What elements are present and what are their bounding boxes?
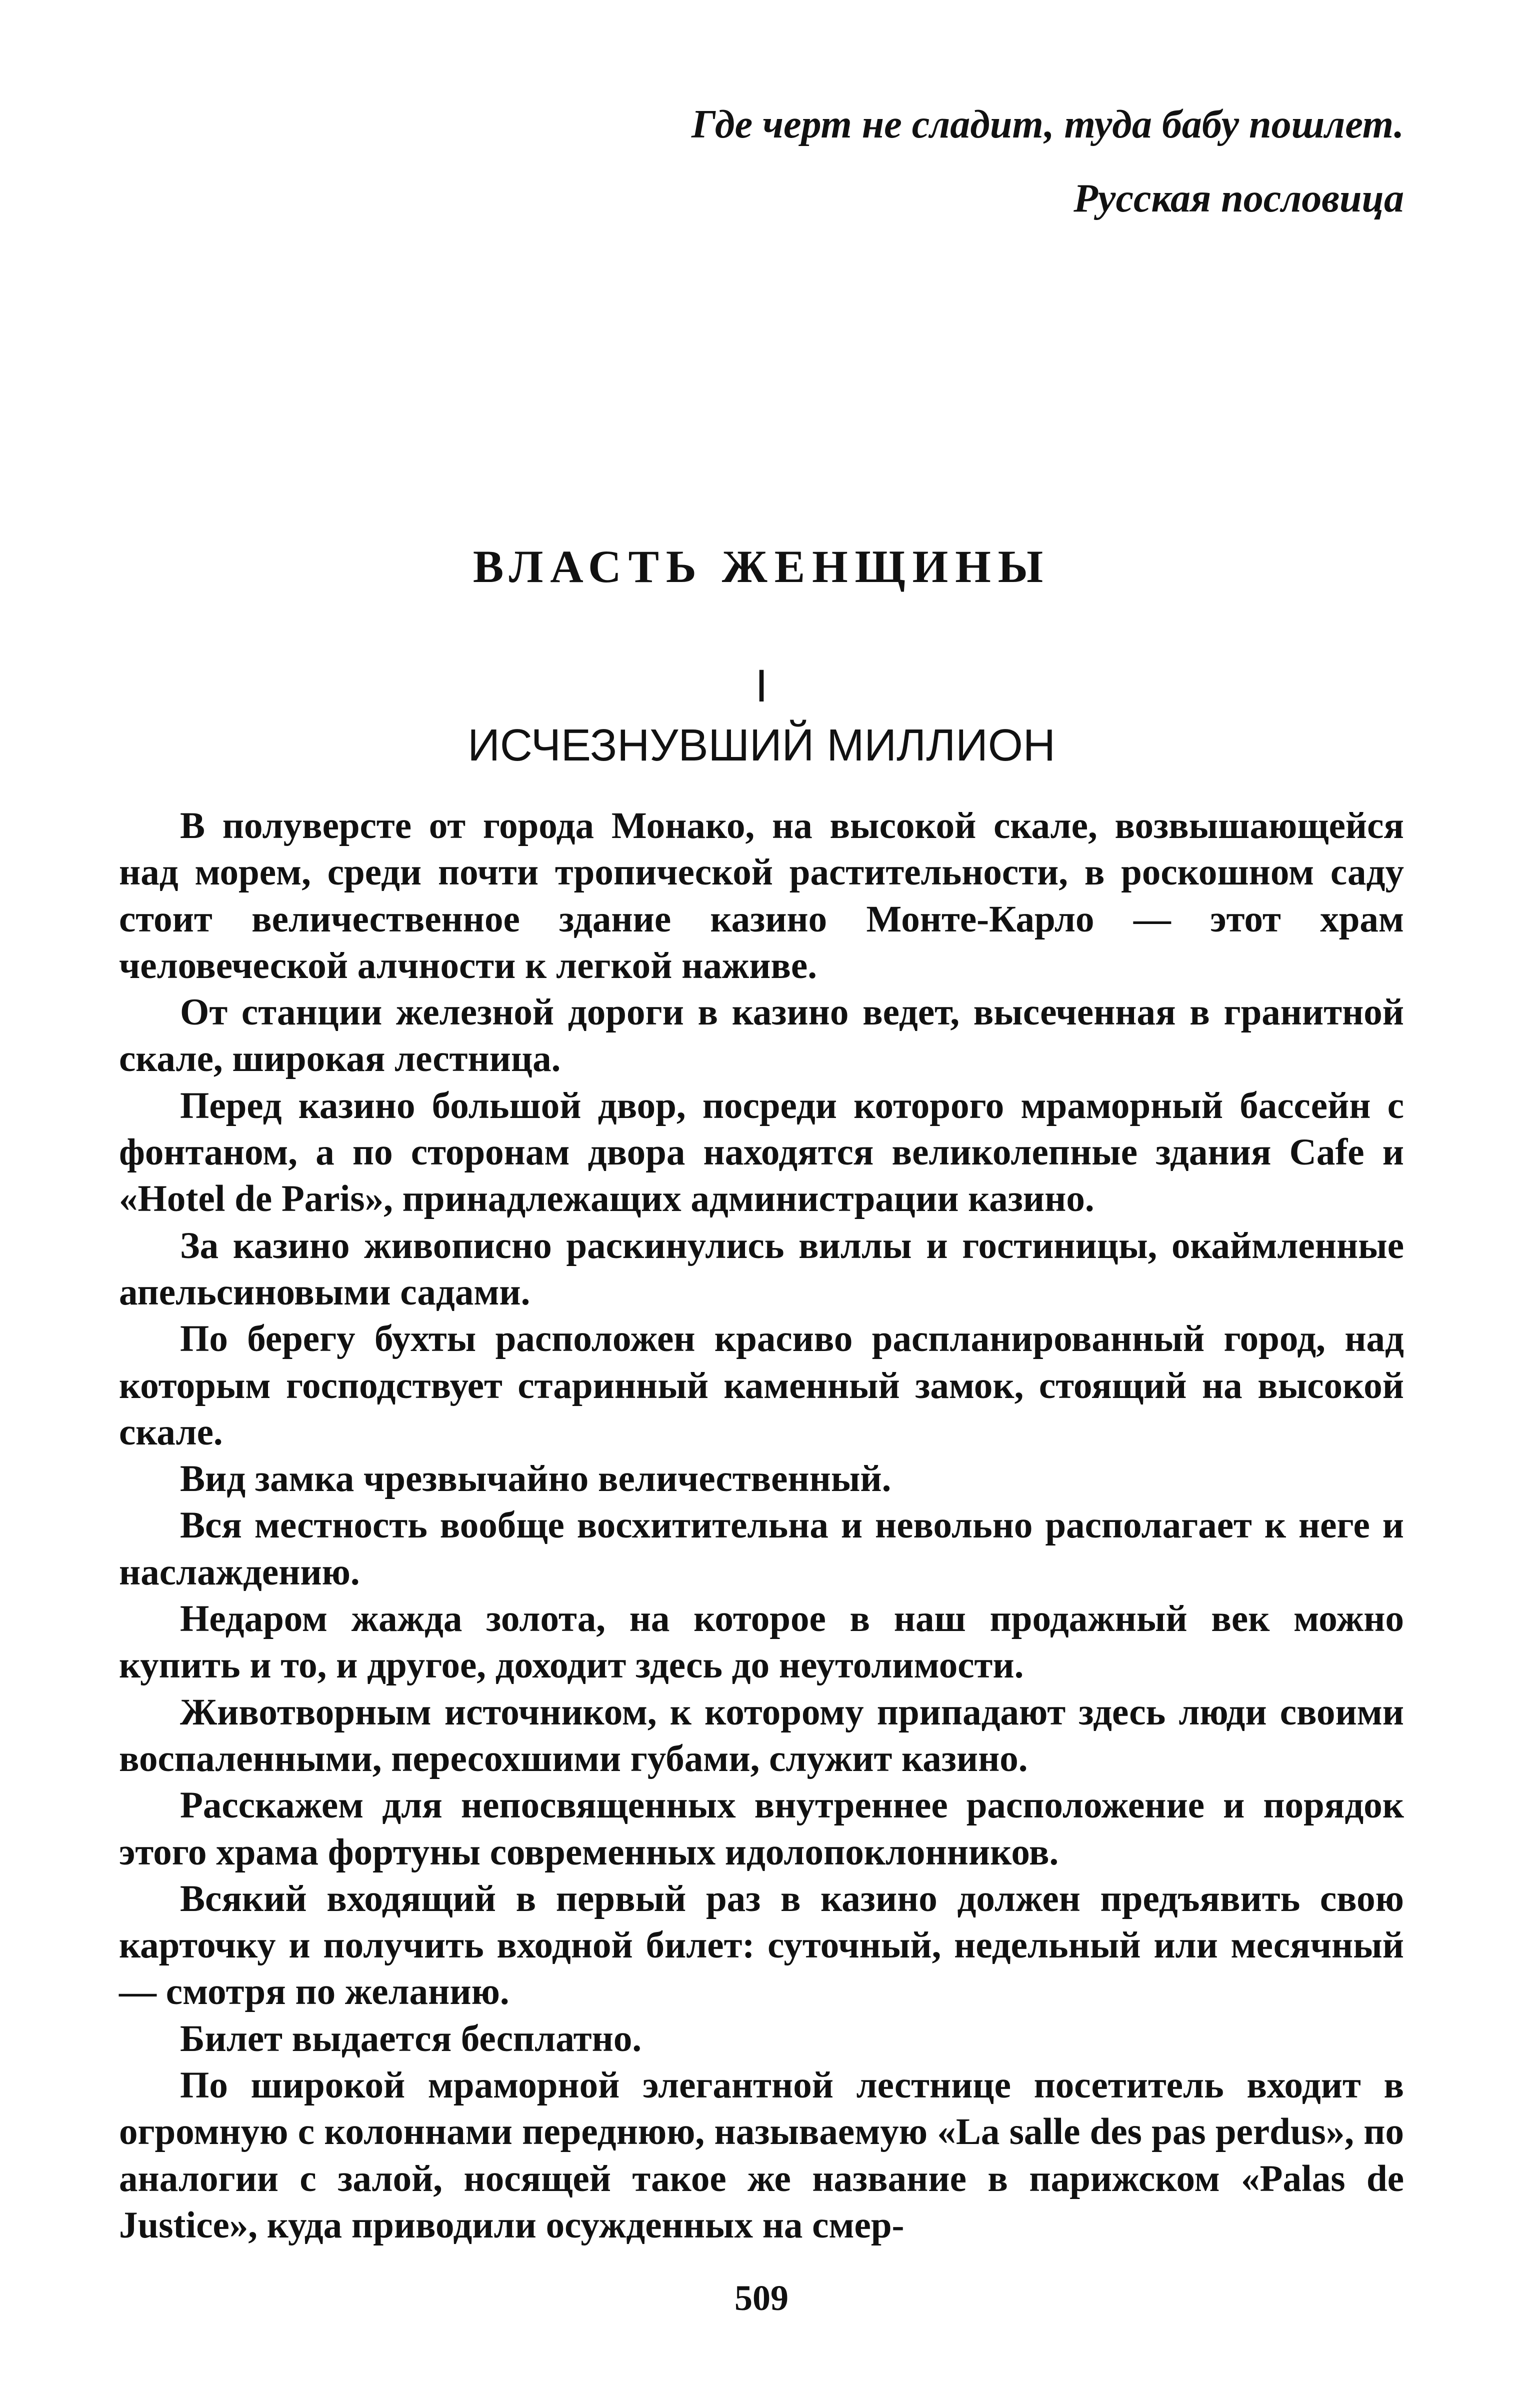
- paragraph: Расскажем для непосвященных внутреннее расположение и порядок этого храма фортуны современных идолопоклонников.: [119, 1784, 1404, 1873]
- paragraph: Вид замка чрезвычайно величественный.: [180, 1458, 892, 1500]
- body-text: [119, 802, 1404, 2248]
- chapter-title: ИСЧЕЗНУВШИЙ МИЛЛИОН: [468, 720, 1056, 770]
- paragraph: Животворным источником, к которому припадают здесь люди своими воспаленными, пересохшими губами, служит казино.: [119, 1691, 1404, 1780]
- paragraph: Билет выдается бесплатно.: [180, 2018, 642, 2060]
- chapter-number: I: [755, 660, 768, 712]
- paragraph: Вся местность вообще восхитительна и невольно располагает к неге и наслаждению.: [119, 1504, 1404, 1593]
- paragraph: По берегу бухты расположен красиво распланированный город, над которым господствует старинный каменный замок, стоящий на высокой скале.: [119, 1318, 1404, 1453]
- page-number: 509: [734, 2278, 788, 2318]
- paragraph: За казино живописно раскинулись виллы и гостиницы, окаймленные апельсиновыми садами.: [119, 1224, 1404, 1313]
- epigraph: [692, 88, 1404, 236]
- paragraph: Перед казино большой двор, посреди которого мраморный бассейн с фонтаном, а по сторонам двора находятся великолепные здания Cafe и «Hotel de Paris», принадлежащих администрации казино.: [119, 1084, 1404, 1220]
- paragraph: От станции железной дороги в казино ведет, высеченная в гранитной скале, широкая лестница.: [119, 992, 1404, 1080]
- epigraph-source: Русская пословица: [1074, 176, 1404, 220]
- paragraph: По широкой мраморной элегантной лестнице посетитель входит в огромную с колоннами переднюю, называемую «La salle des pas perdus», по аналогии с залой, носящей такое же название в парижском «Palas de Justice», куда приводили осужденных на смер-: [119, 2064, 1404, 2246]
- epigraph-quote: Где черт не сладит, туда бабу пошлет.: [692, 102, 1404, 146]
- book-page: [119, 0, 1404, 2408]
- book-title: ВЛАСТЬ ЖЕНЩИНЫ: [472, 541, 1050, 592]
- paragraph: Недаром жажда золота, на которое в наш продажный век можно купить и то, и другое, доходит здесь до неутолимости.: [119, 1598, 1404, 1686]
- paragraph: В полуверсте от города Монако, на высокой скале, возвышающейся над морем, среди почти тропической растительности, в роскошном саду стоит величественное здание казино Монте-Карло — этот храм человеческой алчности к легкой наживе.: [119, 805, 1404, 986]
- paragraph: Всякий входящий в первый раз в казино должен предъявить свою карточку и получить входной билет: суточный, недельный или месячный — смотря по желанию.: [119, 1878, 1404, 2013]
